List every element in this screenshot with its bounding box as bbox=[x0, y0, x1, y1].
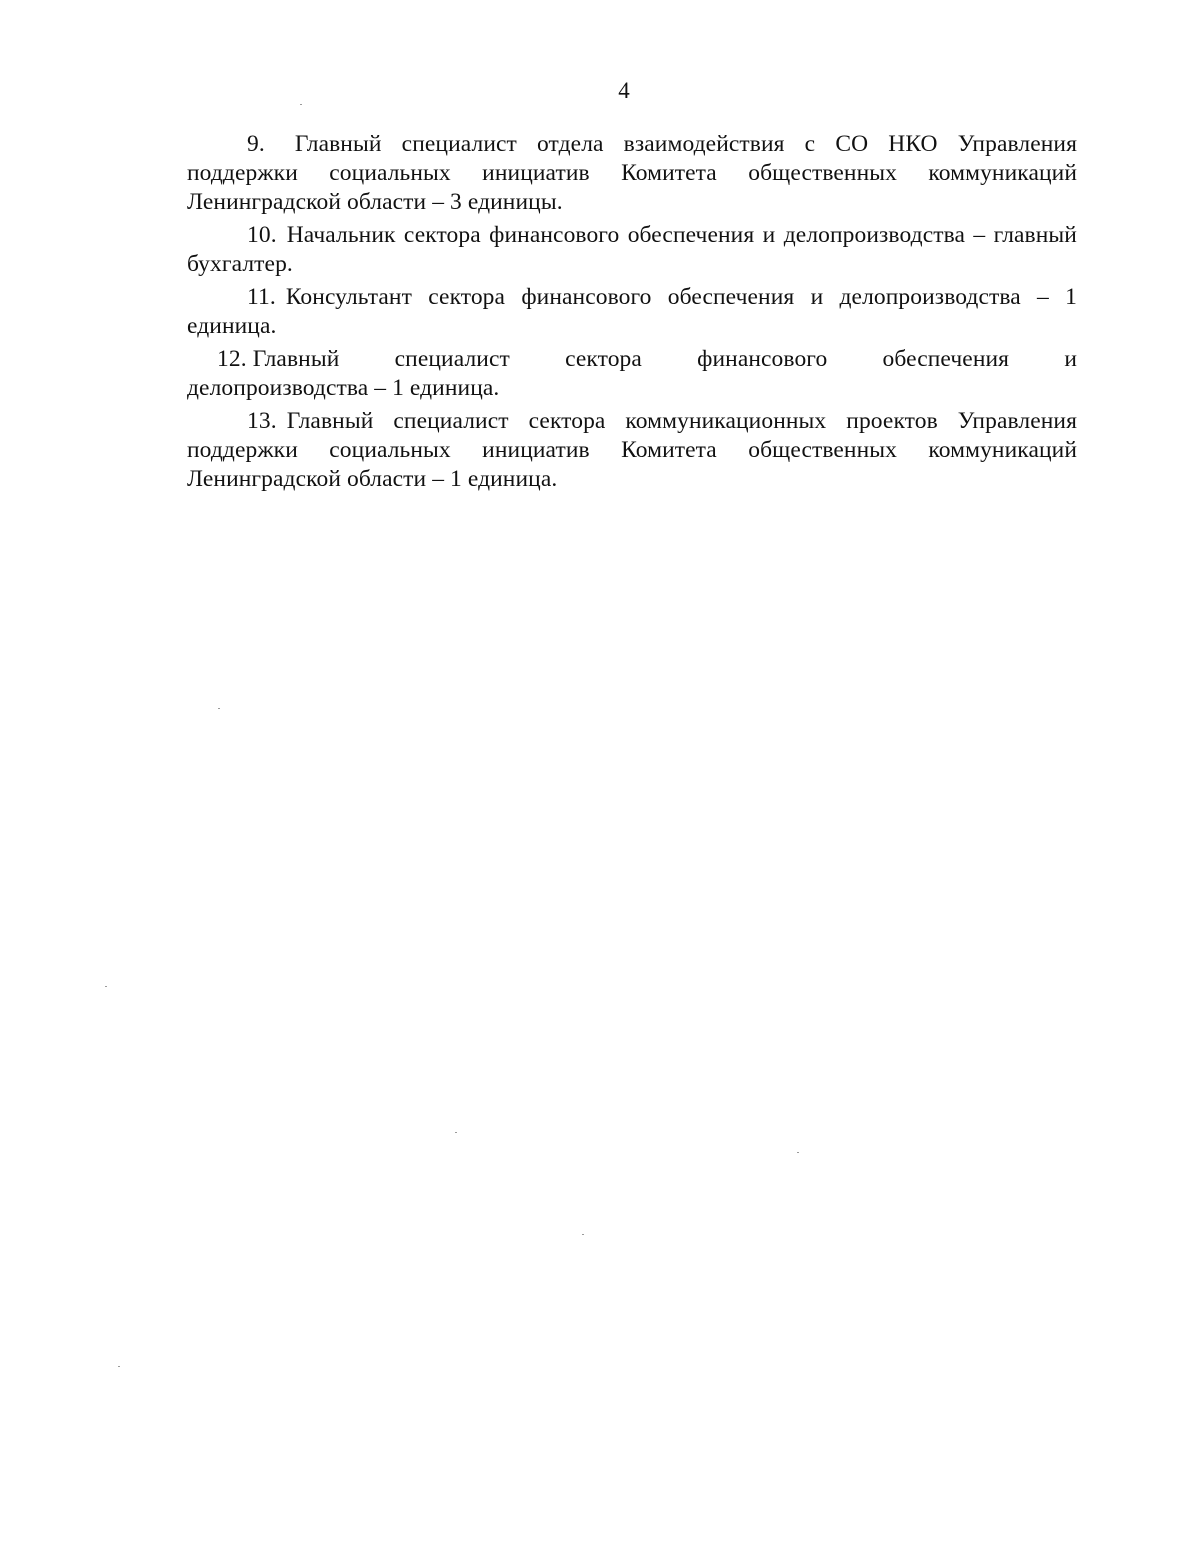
scan-speck bbox=[455, 1132, 457, 1133]
item-text: Главный специалист отдела взаимодействия с СО НКО Управления поддержки социальных инициатив Комитета общественных коммуникаций Ленинградской области – 3 единицы. bbox=[187, 131, 1077, 215]
scan-speck bbox=[582, 1234, 584, 1235]
list-item bbox=[187, 283, 1077, 341]
item-number: 13. bbox=[247, 408, 277, 434]
page-number: 4 bbox=[618, 78, 630, 103]
item-number: 9. bbox=[247, 131, 265, 157]
document-body bbox=[187, 130, 1077, 498]
list-item bbox=[187, 130, 1077, 217]
list-item bbox=[187, 407, 1077, 494]
item-text: Главный специалист сектора коммуникационных проектов Управления поддержки социальных инициатив Комитета общественных коммуникаций Ленинградской области – 1 единица. bbox=[187, 408, 1077, 492]
item-text: Главный специалист сектора финансового обеспечения и bbox=[252, 346, 1077, 372]
scan-speck bbox=[105, 986, 107, 987]
scan-speck bbox=[218, 708, 220, 709]
scan-speck bbox=[118, 1366, 120, 1367]
list-item bbox=[187, 221, 1077, 279]
item-number: 10. bbox=[247, 222, 277, 248]
scan-speck bbox=[300, 104, 302, 105]
item-number: 12. bbox=[217, 346, 247, 372]
item-text: Консультант сектора финансового обеспечения и делопроизводства – 1 единица. bbox=[187, 284, 1077, 339]
item-number: 11. bbox=[247, 284, 276, 310]
item-second-line: делопроизводства – 1 единица. bbox=[187, 375, 500, 401]
item-first-line bbox=[187, 345, 1077, 374]
scan-speck bbox=[797, 1152, 799, 1153]
item-text: Начальник сектора финансового обеспечения и делопроизводства – главный бухгалтер. bbox=[187, 222, 1077, 277]
list-item bbox=[187, 345, 1077, 403]
